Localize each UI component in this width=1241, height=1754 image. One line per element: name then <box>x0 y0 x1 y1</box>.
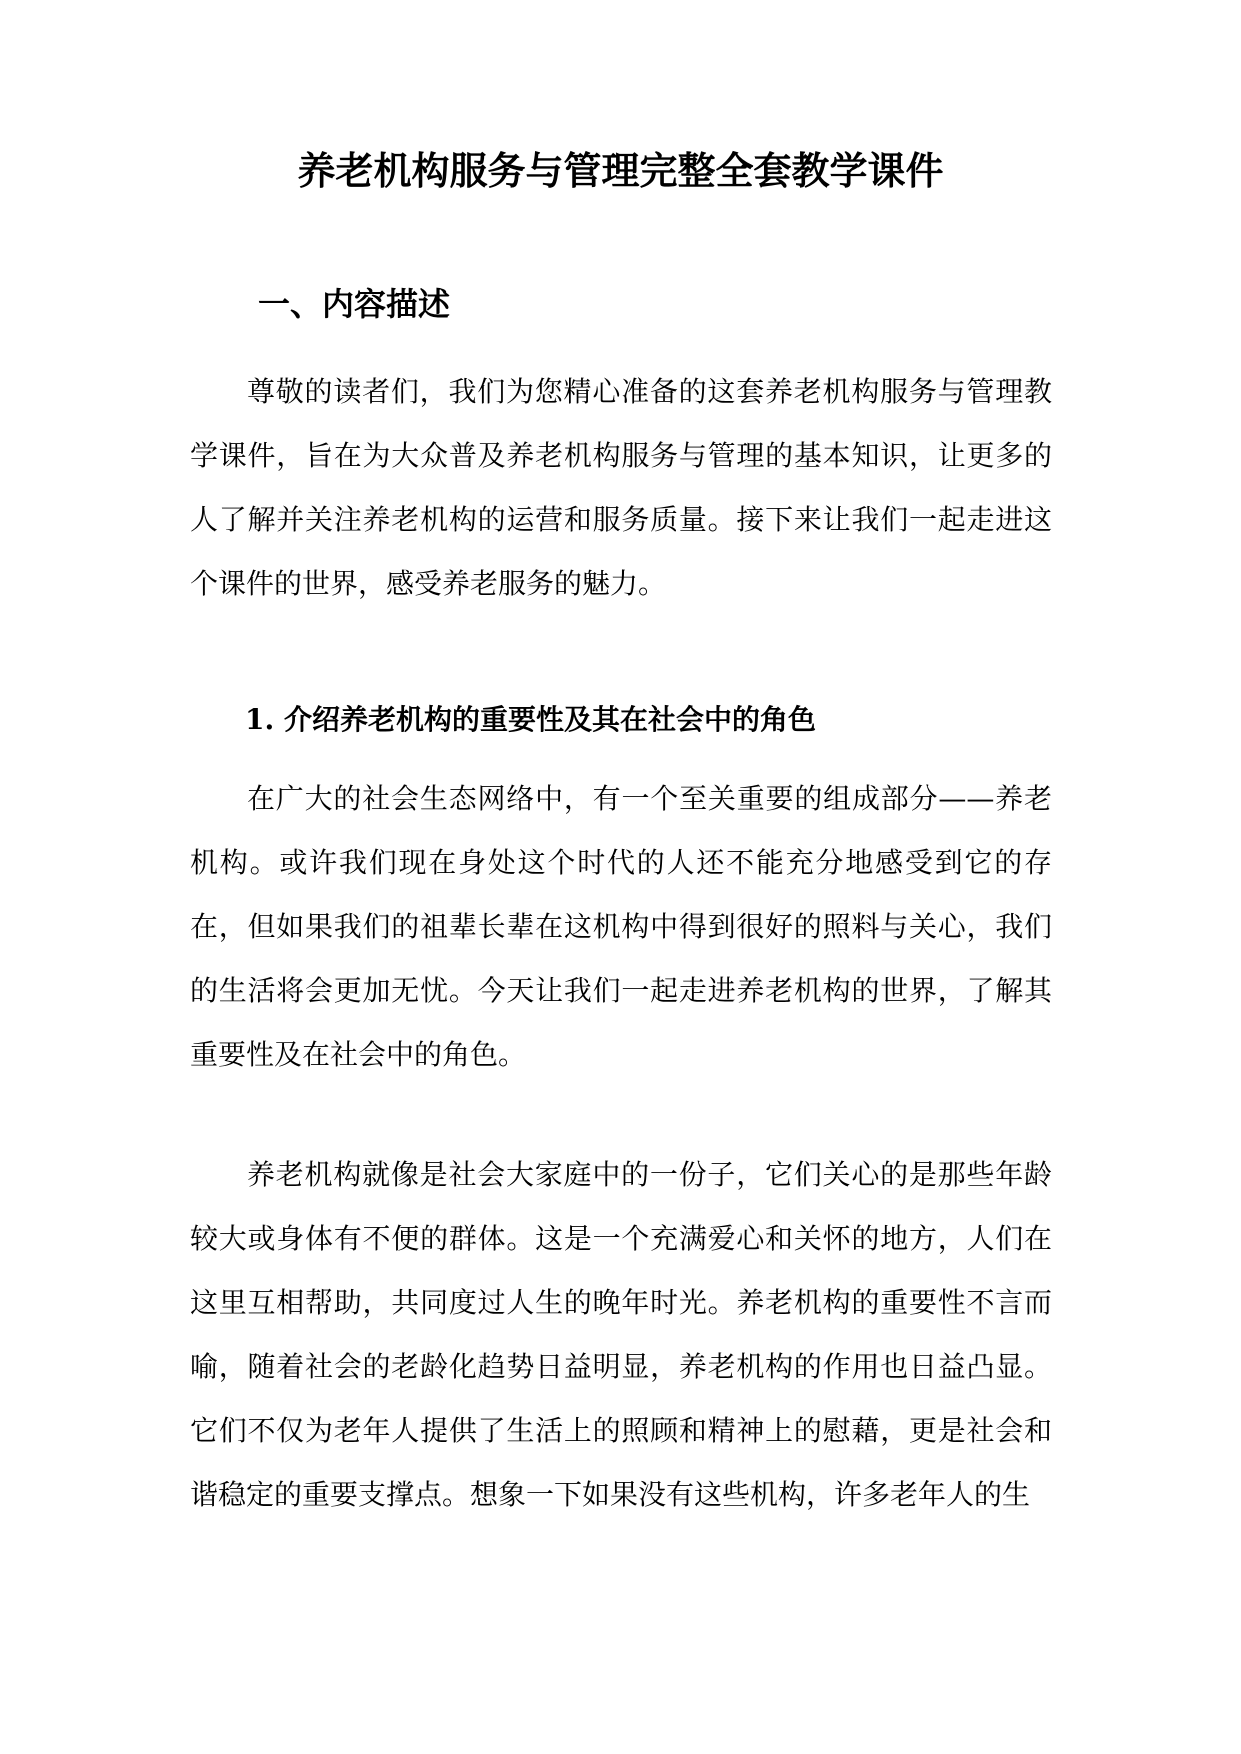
body-paragraph-3: 养老机构就像是社会大家庭中的一份子，它们关心的是那些年龄较大或身体有不便的群体。这是一个充满爱心和关怀的地方，人们在这里互相帮助，共同度过人生的晚年时光。养老机构的重要性不言而喻，随着社会的老龄化趋势日益明显，养老机构的作用也日益凸显。它们不仅为老年人提供了生活上的照顾和精神上的慰藉，更是社会和谐稳定的重要支撑点。想象一下如果没有这些机构，许多老年人的生 <box>190 1158 1052 1511</box>
body-paragraph-2: 在广大的社会生态网络中，有一个至关重要的组成部分——养老机构。或许我们现在身处这个时代的人还不能充分地感受到它的存在，但如果我们的祖辈长辈在这机构中得到很好的照料与关心，我们的生活将会更加无忧。今天让我们一起走进养老机构的世界，了解其重要性及在社会中的角色。 <box>190 782 1052 1071</box>
subsection-heading: 1. 介绍养老机构的重要性及其在社会中的角色 <box>245 703 816 736</box>
section-heading: 一、内容描述 <box>258 285 451 323</box>
document-title: 养老机构服务与管理完整全套教学课件 <box>297 148 944 193</box>
intro-paragraph: 尊敬的读者们，我们为您精心准备的这套养老机构服务与管理教学课件，旨在为大众普及养老机构服务与管理的基本知识，让更多的人了解并关注养老机构的运营和服务质量。接下来让我们一起走进这个课件的世界，感受养老服务的魅力。 <box>190 375 1052 600</box>
